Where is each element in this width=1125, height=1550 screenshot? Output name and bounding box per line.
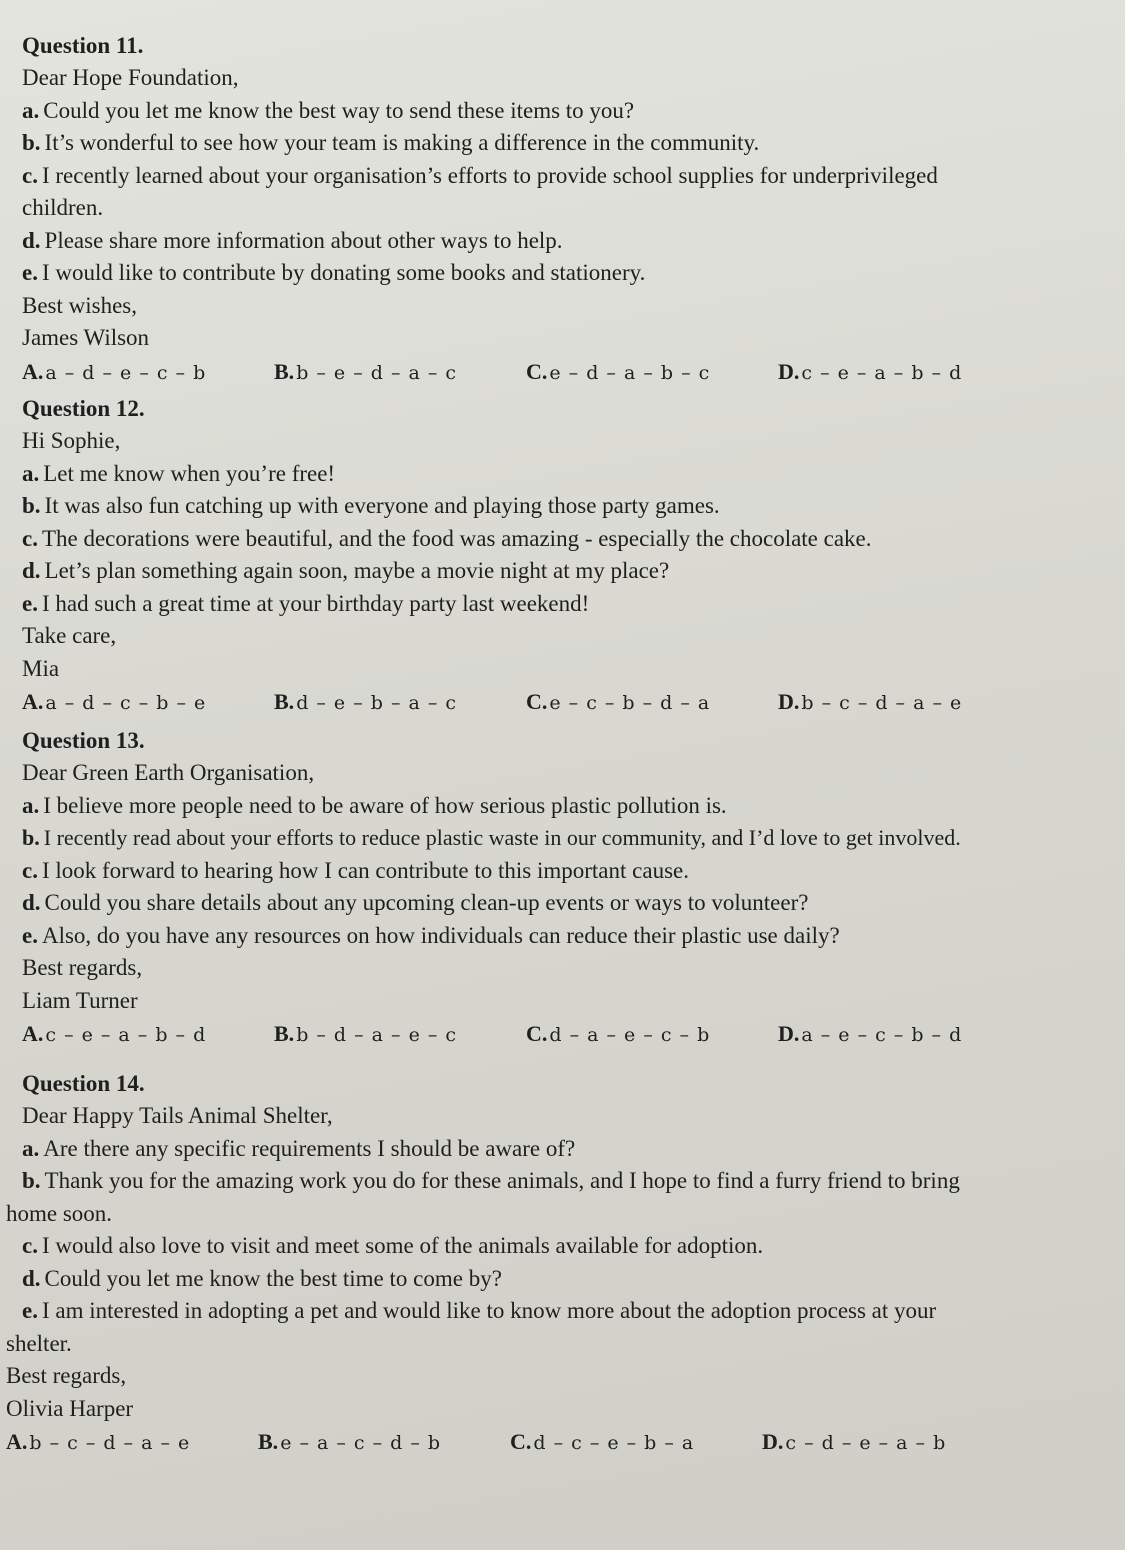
- letter-signature: Mia: [22, 655, 60, 681]
- sentence-a: [22, 95, 1117, 128]
- sentence-c: [22, 1230, 1117, 1263]
- option-sequence: b – c – d – a – e: [29, 1432, 191, 1454]
- sentence-b: [22, 1165, 1117, 1198]
- sentence-label: a.: [22, 1135, 40, 1161]
- option-letter: A.: [6, 1429, 28, 1454]
- question-14: [6, 1068, 1117, 1460]
- sentence-text: I am interested in adopting a pet and would like to know more about the adoption process at your: [41, 1298, 937, 1323]
- option-b[interactable]: [274, 355, 526, 390]
- letter-closing: Best regards,: [22, 955, 143, 980]
- letter-greeting: Hi Sophie,: [22, 428, 121, 453]
- letter-signature: James Wilson: [22, 325, 150, 350]
- sentence-label: e.: [22, 1298, 38, 1323]
- sentence-label: c.: [22, 857, 38, 883]
- sentence-c: [22, 855, 1117, 888]
- sentence-a: [22, 790, 1117, 823]
- option-sequence: b – d – a – e – c: [296, 1024, 458, 1046]
- sentence-label: b.: [22, 130, 41, 155]
- sentence-a: [22, 1133, 1117, 1166]
- sentence-text: Are there any specific requirements I should be aware of?: [43, 1135, 576, 1161]
- answer-options: [6, 1425, 1117, 1460]
- sentence-d: [22, 555, 1117, 588]
- sentence-c-continued: children.: [22, 195, 104, 220]
- option-letter: C.: [510, 1429, 532, 1454]
- option-sequence: d – c – e – b – a: [533, 1432, 695, 1454]
- sentence-label: b.: [22, 825, 40, 850]
- question-title: Question 13.: [22, 728, 145, 753]
- option-sequence: a – d – e – c – b: [45, 361, 207, 384]
- sentence-text: Could you let me know the best time to come by?: [44, 1265, 502, 1291]
- option-letter: C.: [526, 1021, 548, 1046]
- sentence-e: [22, 920, 1117, 953]
- sentence-text: I look forward to hearing how I can contribute to this important cause.: [41, 857, 689, 883]
- sentence-text: I had such a great time at your birthday party last weekend!: [41, 590, 590, 616]
- sentence-text: I recently read about your efforts to reduce plastic waste in our community, and I’d love to get involved.: [43, 825, 961, 850]
- sentence-text: The decorations were beautiful, and the food was amazing - especially the chocolate cake.: [41, 525, 872, 551]
- sentence-d: [22, 225, 1117, 258]
- sentence-b: [22, 822, 1117, 855]
- sentence-label: c.: [22, 525, 38, 551]
- sentence-text: I would also love to visit and meet some of the animals available for adoption.: [41, 1233, 764, 1258]
- option-c[interactable]: [526, 355, 778, 390]
- question-title: Question 11.: [22, 33, 144, 58]
- option-letter: C.: [526, 358, 548, 384]
- sentence-text: Could you let me know the best way to send these items to you?: [43, 97, 635, 123]
- letter-signature: Olivia Harper: [6, 1395, 134, 1421]
- answer-options: [22, 355, 1117, 390]
- sentence-e-continued: shelter.: [6, 1330, 72, 1356]
- option-c[interactable]: [510, 1425, 762, 1460]
- sentence-d: [22, 887, 1117, 920]
- sentence-label: e.: [22, 260, 38, 285]
- sentence-label: d.: [22, 890, 41, 915]
- answer-options: [22, 1017, 1117, 1052]
- question-13: [22, 725, 1117, 1052]
- sentence-b-continued: home soon.: [6, 1200, 113, 1226]
- option-b[interactable]: [258, 1425, 510, 1460]
- option-sequence: c – d – e – a – b: [785, 1432, 947, 1454]
- sentence-text: Also, do you have any resources on how individuals can reduce their plastic use daily?: [41, 922, 840, 948]
- sentence-text: Thank you for the amazing work you do for these animals, and I hope to find a furry friend to bring: [44, 1168, 960, 1193]
- letter-greeting: Dear Hope Foundation,: [22, 65, 239, 90]
- option-letter: A.: [22, 358, 44, 384]
- option-sequence: a – e – c – b – d: [801, 1024, 963, 1046]
- sentence-label: b.: [22, 1168, 41, 1193]
- option-sequence: e – d – a – b – c: [549, 361, 711, 384]
- option-letter: C.: [526, 689, 548, 714]
- letter-closing: Take care,: [22, 623, 117, 648]
- sentence-text: I believe more people need to be aware of how serious plastic pollution is.: [43, 792, 727, 818]
- sentence-label: d.: [22, 227, 41, 253]
- option-sequence: a – d – c – b – e: [45, 692, 207, 714]
- question-12: [22, 393, 1117, 720]
- option-sequence: c – e – a – b – d: [45, 1024, 207, 1046]
- sentence-label: a.: [22, 460, 40, 486]
- option-b[interactable]: [274, 1017, 526, 1052]
- option-d[interactable]: [762, 1425, 1014, 1460]
- sentence-label: b.: [22, 493, 41, 518]
- option-sequence: c – e – a – b – d: [801, 361, 963, 384]
- option-letter: D.: [778, 689, 800, 714]
- sentence-a: [22, 458, 1117, 491]
- option-letter: B.: [258, 1429, 279, 1454]
- option-letter: D.: [778, 358, 800, 384]
- option-c[interactable]: [526, 1017, 778, 1052]
- option-letter: D.: [778, 1021, 800, 1046]
- option-a[interactable]: [22, 355, 274, 390]
- letter-closing: Best wishes,: [22, 292, 137, 318]
- option-letter: A.: [22, 1021, 44, 1046]
- sentence-text: It was also fun catching up with everyone and playing those party games.: [44, 493, 720, 518]
- option-sequence: d – e – b – a – c: [296, 692, 458, 714]
- letter-closing: Best regards,: [6, 1363, 127, 1388]
- option-sequence: e – c – b – d – a: [549, 692, 711, 714]
- option-b[interactable]: [274, 685, 526, 720]
- sentence-label: a.: [22, 97, 40, 123]
- sentence-text: It’s wonderful to see how your team is making a difference in the community.: [44, 130, 760, 155]
- option-sequence: e – a – c – d – b: [280, 1432, 442, 1454]
- sentence-e: [22, 588, 1117, 621]
- option-sequence: d – a – e – c – b: [549, 1024, 711, 1046]
- option-d[interactable]: [778, 1017, 1030, 1052]
- question-title: Question 14.: [22, 1071, 145, 1096]
- option-sequence: b – e – d – a – c: [296, 361, 458, 384]
- option-d[interactable]: [778, 355, 1030, 390]
- letter-greeting: Dear Green Earth Organisation,: [22, 760, 315, 785]
- sentence-label: a.: [22, 792, 40, 818]
- sentence-e: [22, 1295, 1117, 1328]
- sentence-label: c.: [22, 1233, 38, 1258]
- letter-greeting: Dear Happy Tails Animal Shelter,: [22, 1103, 333, 1128]
- sentence-text: I recently learned about your organisation’s efforts to provide school supplies for underprivileged: [41, 162, 938, 188]
- sentence-label: e.: [22, 590, 38, 616]
- sentence-b: [22, 127, 1117, 160]
- option-letter: B.: [274, 689, 295, 714]
- sentence-label: c.: [22, 162, 38, 188]
- option-letter: B.: [274, 1021, 295, 1046]
- option-letter: D.: [762, 1429, 784, 1454]
- letter-signature: Liam Turner: [22, 987, 138, 1013]
- option-letter: A.: [22, 689, 44, 714]
- sentence-d: [22, 1263, 1117, 1296]
- option-c[interactable]: [526, 685, 778, 720]
- option-d[interactable]: [778, 685, 1030, 720]
- question-title: Question 12.: [22, 396, 145, 421]
- option-sequence: b – c – d – a – e: [801, 692, 963, 714]
- sentence-label: d.: [22, 558, 41, 583]
- option-a[interactable]: [6, 1425, 258, 1460]
- question-11: [22, 30, 1117, 390]
- sentence-text: Please share more information about other ways to help.: [44, 227, 563, 253]
- sentence-b: [22, 490, 1117, 523]
- answer-options: [22, 685, 1117, 720]
- sentence-label: e.: [22, 922, 38, 948]
- sentence-text: Could you share details about any upcoming clean-up events or ways to volunteer?: [44, 890, 809, 915]
- sentence-text: Let’s plan something again soon, maybe a movie night at my place?: [44, 558, 670, 583]
- option-a[interactable]: [22, 685, 274, 720]
- sentence-c: [22, 160, 1117, 193]
- sentence-text: Let me know when you’re free!: [43, 460, 336, 486]
- sentence-e: [22, 257, 1117, 290]
- option-a[interactable]: [22, 1017, 274, 1052]
- sentence-label: d.: [22, 1265, 41, 1291]
- sentence-text: I would like to contribute by donating some books and stationery.: [41, 260, 646, 285]
- sentence-c: [22, 523, 1117, 556]
- option-letter: B.: [274, 358, 295, 384]
